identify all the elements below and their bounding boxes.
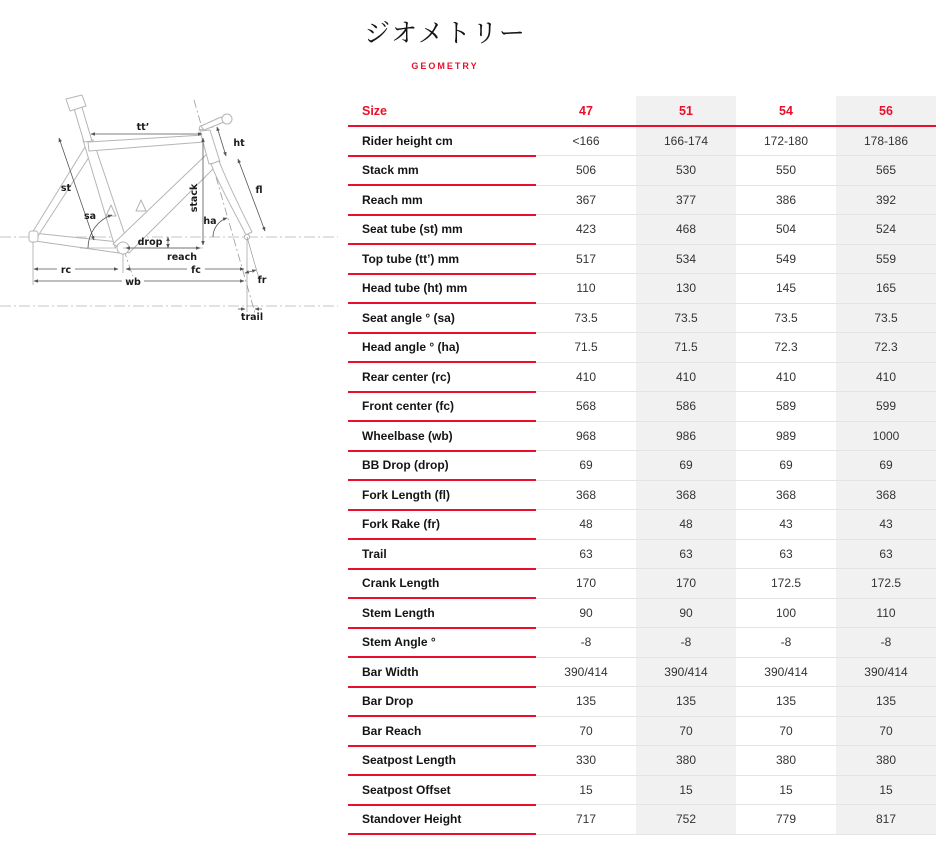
- row-label: Rider height cm: [348, 126, 536, 156]
- geometry-cell: 170: [536, 569, 636, 599]
- row-label: Bar Width: [348, 657, 536, 687]
- geometry-cell: 368: [836, 480, 936, 510]
- geometry-cell: 1000: [836, 421, 936, 451]
- geometry-cell: 377: [636, 185, 736, 215]
- row-label: Standover Height: [348, 805, 536, 835]
- geometry-cell: 989: [736, 421, 836, 451]
- geometry-cell: 390/414: [636, 657, 736, 687]
- geometry-cell: 73.5: [836, 303, 936, 333]
- geometry-cell: 330: [536, 746, 636, 776]
- dim-label-front-center: fc: [191, 265, 201, 276]
- dim-label-seat-angle: sa: [83, 211, 97, 222]
- geometry-table-head: [348, 96, 936, 126]
- row-label: Top tube (tt’) mm: [348, 244, 536, 274]
- geometry-cell: 423: [536, 215, 636, 245]
- row-label: Head tube (ht) mm: [348, 274, 536, 304]
- geometry-cell: 63: [536, 539, 636, 569]
- geometry-cell: 589: [736, 392, 836, 422]
- geometry-cell: 71.5: [536, 333, 636, 363]
- dim-label-wheelbase: wb: [125, 277, 141, 288]
- geometry-cell: 386: [736, 185, 836, 215]
- geometry-cell: 145: [736, 274, 836, 304]
- geometry-cell: -8: [836, 628, 936, 658]
- table-row: [348, 480, 936, 510]
- dim-fork-rake: [245, 270, 256, 273]
- geometry-cell: 73.5: [736, 303, 836, 333]
- table-row: [348, 746, 936, 776]
- size-header-54: 54: [736, 96, 836, 126]
- geometry-cell: 69: [736, 451, 836, 481]
- geometry-cell: 69: [536, 451, 636, 481]
- geometry-cell: 43: [736, 510, 836, 540]
- geometry-cell: 568: [536, 392, 636, 422]
- geometry-cell: 15: [736, 775, 836, 805]
- table-row: [348, 333, 936, 363]
- geometry-cell: 73.5: [536, 303, 636, 333]
- table-row: [348, 185, 936, 215]
- row-label: Rear center (rc): [348, 362, 536, 392]
- row-label: Crank Length: [348, 569, 536, 599]
- geometry-cell: 468: [636, 215, 736, 245]
- geometry-cell: 390/414: [836, 657, 936, 687]
- geometry-cell: 15: [636, 775, 736, 805]
- geometry-cell: <166: [536, 126, 636, 156]
- geometry-cell: 172-180: [736, 126, 836, 156]
- size-column-header: Size: [348, 96, 536, 126]
- geometry-cell: 549: [736, 244, 836, 274]
- geometry-cell: 172.5: [836, 569, 936, 599]
- geometry-cell: 72.3: [836, 333, 936, 363]
- table-row: [348, 598, 936, 628]
- dim-label-fork-length: fl: [255, 185, 263, 196]
- geometry-cell: 170: [636, 569, 736, 599]
- geometry-cell: 392: [836, 185, 936, 215]
- geometry-cell: 165: [836, 274, 936, 304]
- dim-label-reach: reach: [167, 252, 197, 263]
- geometry-cell: 517: [536, 244, 636, 274]
- geometry-cell: 110: [836, 598, 936, 628]
- geometry-cell: 70: [536, 716, 636, 746]
- geometry-cell: 530: [636, 156, 736, 186]
- geometry-cell: 63: [736, 539, 836, 569]
- geometry-cell: 63: [836, 539, 936, 569]
- geometry-cell: 390/414: [536, 657, 636, 687]
- geometry-cell: 565: [836, 156, 936, 186]
- table-row: [348, 126, 936, 156]
- geometry-cell: 100: [736, 598, 836, 628]
- dim-label-seat-tube: st: [60, 183, 72, 194]
- geometry-cell: 524: [836, 215, 936, 245]
- row-label: Bar Reach: [348, 716, 536, 746]
- geometry-cell: 15: [836, 775, 936, 805]
- row-label: Bar Drop: [348, 687, 536, 717]
- geometry-cell: 410: [736, 362, 836, 392]
- page-title: ジオメトリー: [364, 18, 526, 48]
- geometry-table-body: [348, 126, 936, 834]
- geometry-cell: 506: [536, 156, 636, 186]
- dim-label-rear-center: rc: [60, 265, 72, 276]
- geometry-cell: 986: [636, 421, 736, 451]
- row-label: Fork Length (fl): [348, 480, 536, 510]
- dim-label-stack: stack: [189, 183, 200, 213]
- table-row: [348, 775, 936, 805]
- table-row: [348, 628, 936, 658]
- row-label: Stem Angle °: [348, 628, 536, 658]
- geometry-cell: -8: [536, 628, 636, 658]
- geometry-cell: 368: [736, 480, 836, 510]
- geometry-cell: 63: [636, 539, 736, 569]
- row-label: Fork Rake (fr): [348, 510, 536, 540]
- frame-geometry-svg: [0, 85, 340, 335]
- dim-label-trail: trail: [240, 312, 264, 323]
- table-row: [348, 156, 936, 186]
- row-label: Stack mm: [348, 156, 536, 186]
- table-row: [348, 716, 936, 746]
- geometry-cell: 71.5: [636, 333, 736, 363]
- page-header: [0, 13, 890, 71]
- table-row: [348, 421, 936, 451]
- geometry-cell: 380: [736, 746, 836, 776]
- geometry-cell: 586: [636, 392, 736, 422]
- geometry-cell: 110: [536, 274, 636, 304]
- dim-label-head-angle: ha: [203, 216, 217, 227]
- geometry-cell: 135: [836, 687, 936, 717]
- geometry-cell: 380: [636, 746, 736, 776]
- geometry-cell: 550: [736, 156, 836, 186]
- geometry-cell: 410: [836, 362, 936, 392]
- table-row: [348, 362, 936, 392]
- row-label: BB Drop (drop): [348, 451, 536, 481]
- geometry-cell: 390/414: [736, 657, 836, 687]
- dim-head-tube: [217, 127, 226, 156]
- row-label: Trail: [348, 539, 536, 569]
- geometry-table-head-row: [348, 96, 936, 126]
- bike-frame-outline: [29, 95, 252, 254]
- geometry-cell: 73.5: [636, 303, 736, 333]
- table-row: [348, 244, 936, 274]
- size-header-51: 51: [636, 96, 736, 126]
- geometry-cell: 70: [736, 716, 836, 746]
- geometry-cell: 48: [636, 510, 736, 540]
- geometry-cell: 69: [836, 451, 936, 481]
- size-header-56: 56: [836, 96, 936, 126]
- geometry-cell: 534: [636, 244, 736, 274]
- row-label: Wheelbase (wb): [348, 421, 536, 451]
- row-label: Stem Length: [348, 598, 536, 628]
- geometry-cell: 166-174: [636, 126, 736, 156]
- row-label: Front center (fc): [348, 392, 536, 422]
- dim-label-fork-rake: fr: [257, 275, 267, 286]
- table-row: [348, 539, 936, 569]
- table-row: [348, 687, 936, 717]
- geometry-cell: 135: [736, 687, 836, 717]
- frame-geometry-diagram: [0, 85, 340, 335]
- row-label: Seat tube (st) mm: [348, 215, 536, 245]
- row-label: Seat angle ° (sa): [348, 303, 536, 333]
- table-row: [348, 569, 936, 599]
- geometry-cell: 69: [636, 451, 736, 481]
- row-label: Seatpost Length: [348, 746, 536, 776]
- table-row: [348, 510, 936, 540]
- geometry-cell: 410: [636, 362, 736, 392]
- geometry-cell: 504: [736, 215, 836, 245]
- geometry-cell: 599: [836, 392, 936, 422]
- geometry-cell: 135: [636, 687, 736, 717]
- geometry-cell: 367: [536, 185, 636, 215]
- table-row: [348, 451, 936, 481]
- geometry-cell: 15: [536, 775, 636, 805]
- geometry-cell: 368: [536, 480, 636, 510]
- geometry-cell: 968: [536, 421, 636, 451]
- geometry-cell: 368: [636, 480, 736, 510]
- table-row: [348, 657, 936, 687]
- row-label: Reach mm: [348, 185, 536, 215]
- dim-label-top-tube: tt’: [136, 122, 150, 133]
- geometry-cell: 72.3: [736, 333, 836, 363]
- table-row: [348, 215, 936, 245]
- geometry-cell: -8: [736, 628, 836, 658]
- geometry-cell: 779: [736, 805, 836, 835]
- geometry-cell: 70: [836, 716, 936, 746]
- geometry-cell: 90: [636, 598, 736, 628]
- geometry-cell: 559: [836, 244, 936, 274]
- geometry-cell: 90: [536, 598, 636, 628]
- geometry-cell: -8: [636, 628, 736, 658]
- geometry-cell: 817: [836, 805, 936, 835]
- geometry-cell: 717: [536, 805, 636, 835]
- geometry-cell: 752: [636, 805, 736, 835]
- geometry-cell: 172.5: [736, 569, 836, 599]
- table-row: [348, 303, 936, 333]
- geometry-cell: 410: [536, 362, 636, 392]
- geometry-cell: 178-186: [836, 126, 936, 156]
- dim-label-bb-drop: drop: [137, 237, 163, 248]
- table-row: [348, 274, 936, 304]
- page-subtitle: GEOMETRY: [411, 61, 479, 71]
- row-label: Seatpost Offset: [348, 775, 536, 805]
- geometry-cell: 43: [836, 510, 936, 540]
- table-row: [348, 805, 936, 835]
- geometry-table: [348, 96, 936, 835]
- size-header-47: 47: [536, 96, 636, 126]
- reference-lines: [0, 237, 338, 306]
- geometry-cell: 380: [836, 746, 936, 776]
- geometry-cell: 48: [536, 510, 636, 540]
- row-label: Head angle ° (ha): [348, 333, 536, 363]
- geometry-cell: 70: [636, 716, 736, 746]
- table-row: [348, 392, 936, 422]
- geometry-cell: 130: [636, 274, 736, 304]
- dim-label-head-tube: ht: [233, 138, 245, 149]
- geometry-cell: 135: [536, 687, 636, 717]
